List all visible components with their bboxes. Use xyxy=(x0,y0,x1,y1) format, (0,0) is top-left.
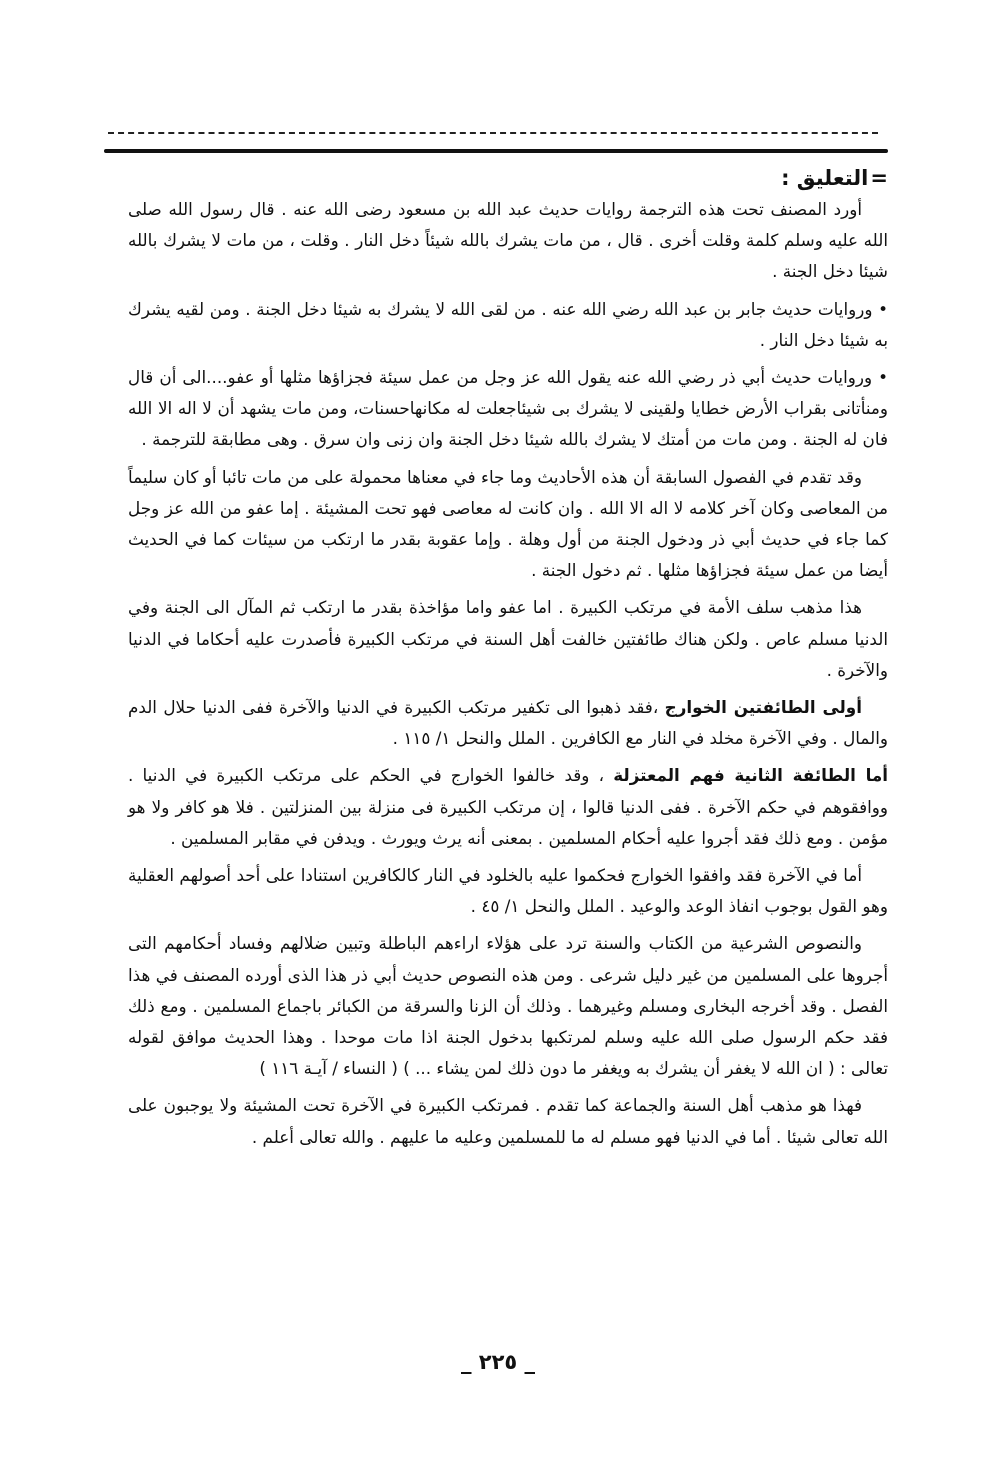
heading-mark: = xyxy=(870,166,888,190)
paragraph: أما في الآخرة فقد وافقوا الخوارج فحكموا عليه بالخلود في النار كالكافرين استنادا على أحد أصولهم العقلية وهو القول بوجوب انفاذ الوعد والوعيد . الملل والنحل ١/ ٤٥ . xyxy=(128,865,888,917)
paragraph-khawarij xyxy=(128,692,888,754)
paragraph: وقد تقدم في الفصول السابقة أن هذه الأحاديث وما جاء في معناها محمولة على من مات تائبا أو كان سليماً من المعاصى وكان آخر كلامه لا اله الا الله . وان كانت له معاصى فهو تحت المشيئة . إما عفو من الله عز وجل كما جاء في حديث أبي ذر ودخول الجنة من أول وهلة . وإما عقوبة بقدر ما ارتكب من سيئات كما في الحديث أيضا من عمل سيئة فجزاؤها مثلها . ثم دخول الجنة . xyxy=(128,466,888,581)
paragraph: • وروايات حديث جابر بن عبد الله رضي الله عنه . من لقى الله لا يشرك به شيئا دخل الجنة . ومن لقيه يشرك به شيئا دخل النار . xyxy=(128,298,888,350)
page-number: _ ٢٢٥ _ xyxy=(460,1350,536,1374)
paragraph: هذا مذهب سلف الأمة في مرتكب الكبيرة . اما عفو واما مؤاخذة بقدر ما ارتكب ثم المآل الى الجنة وفي الدنيا مسلم عاص . ولكن هناك طائفتين خالفت أهل السنة في مرتكب الكبيرة فأصدرت عليه أحكاما في الدنيا والآخرة . xyxy=(128,597,888,680)
paragraph: فهذا هو مذهب أهل السنة والجماعة كما تقدم . فمرتكب الكبيرة في الآخرة تحت المشيئة ولا يوجبون على الله تعالى شيئا . أما في الدنيا فهو مسلم له ما للمسلمين وعليه ما عليهم . والله تعالى أعلم . xyxy=(128,1095,888,1147)
paragraph: • وروايات حديث أبي ذر رضي الله عنه يقول الله عز وجل من عمل سيئة فجزاؤها مثلها أو عفو....الى أن قال ومنأتانى بقراب الأرض خطايا ولقينى لا يشرك بى شيئاجعلت له مكانهاحسنات، ومن مات يشهد أن لا اله الا الله فان له الجنة . ومن مات من أمتك لا يشرك بالله شيئا دخل الجنة وان زنى وان سرق . وهى مطابقة للترجمة . xyxy=(128,367,888,450)
heading-title: التعليق : xyxy=(781,166,869,190)
header-dashed-rule xyxy=(108,132,878,134)
paragraph: والنصوص الشرعية من الكتاب والسنة ترد على هؤلاء اراءهم الباطلة وتبين ضلالهم وفساد أحكامهم التى أجروها على المسلمين من غير دليل شرعى . ومن هذه النصوص حديث أبي ذر هذا الذى أورده المصنف في هذا الفصل . وقد أخرجه البخارى ومسلم وغيرهما . وذلك أن الزنا والسرقة من الكبائر باجماع المسلمين . ومع ذلك فقد حكم الرسول صلى الله عليه وسلم لمرتكبها بدخول الجنة اذا مات موحدا . وهذا الحديث موافق لقوله تعالى : ( ان الله لا يغفر أن يشرك به ويغفر ما دون ذلك لمن يشاء ... ) ( النساء / آيـة ١١٦ ) xyxy=(128,933,888,1079)
paragraph-mutazila xyxy=(128,760,888,854)
khawarij-lead: أولى الطائفتين الخوارج xyxy=(664,697,862,718)
khawarij-text: ،فقد ذهبوا الى تكفير مرتكب الكبيرة في الدنيا والآخرة ففى الدنيا حلال الدم والمال . وفي الآخرة مخلد في النار مع الكافرين . الملل والنحل ١/ ١١٥ . xyxy=(128,697,888,749)
header-solid-rule xyxy=(104,149,888,153)
paragraph: أورد المصنف تحت هذه الترجمة روايات حديث عبد الله بن مسعود رضى الله عنه . قال رسول الله صلى الله عليه وسلم كلمة وقلت أخرى . قال ، من مات يشرك بالله شيئاً دخل النار . وقلت ، من مات لا يشرك بالله شيئا دخل الجنة . xyxy=(128,199,888,282)
section-heading xyxy=(781,164,888,192)
mutazila-text: ، وقد خالفوا الخوارج في الحكم على مرتكب الكبيرة في الدنيا . ووافقوهم في حكم الآخرة . ففى الدنيا قالوا ، إن مرتكب الكبيرة فى منزلة بين المنزلتين . فلا هو كافر ولا هو مؤمن . ومع ذلك فقد أجروا عليه أحكام المسلمين . بمعنى أنه يرث ويورث . ويدفن في مقابر المسلمين . xyxy=(128,765,888,848)
mutazila-lead: أما الطائفة الثانية فهم المعتزلة xyxy=(613,765,889,786)
commentary-body xyxy=(128,194,888,1159)
